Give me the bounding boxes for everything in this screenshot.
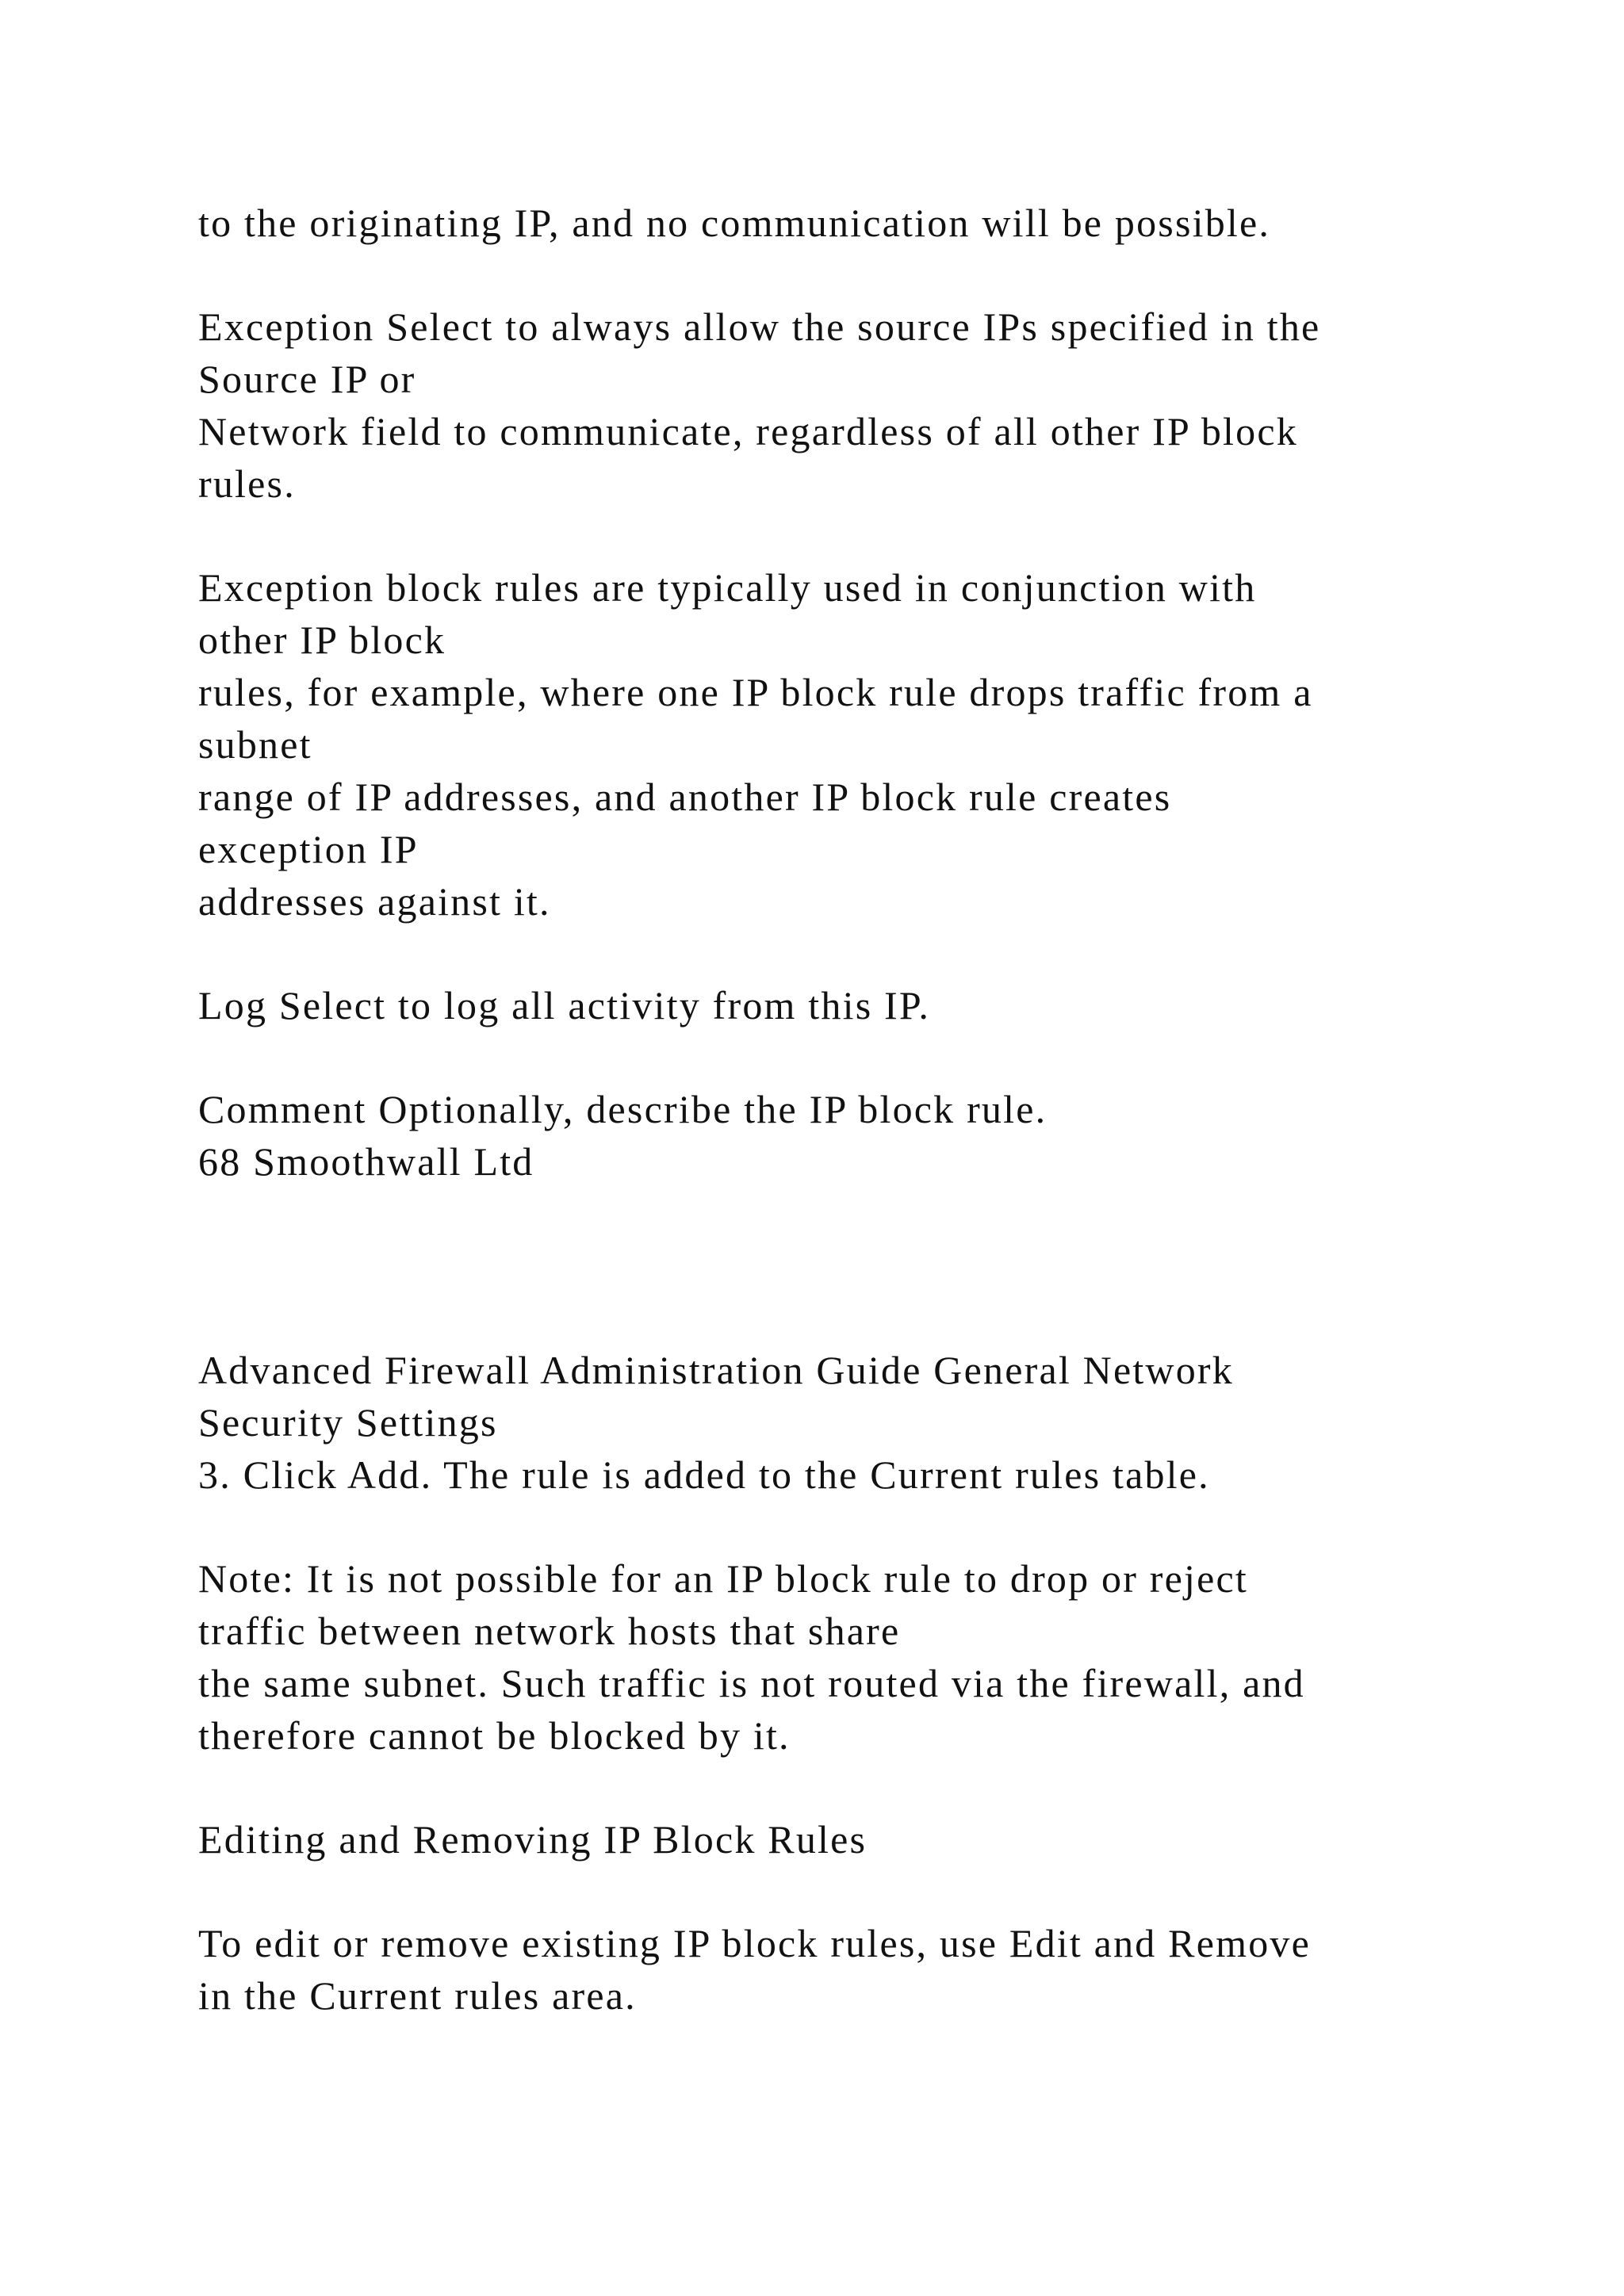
running-header: Security Settings <box>198 1400 498 1445</box>
text-line: to the originating IP, and no communication will be possible. <box>198 201 1271 245</box>
running-header: Advanced Firewall Administration Guide General Network <box>198 1348 1234 1392</box>
text-line: Exception block rules are typically used in conjunction with <box>198 565 1257 610</box>
text-line: Source IP or <box>198 357 416 401</box>
page-footer: 68 Smoothwall Ltd <box>198 1139 534 1184</box>
text-line: Comment Optionally, describe the IP block rule. <box>198 1087 1048 1131</box>
text-line: addresses against it. <box>198 879 551 924</box>
note-line: traffic between network hosts that share <box>198 1609 901 1653</box>
section-heading: Editing and Removing IP Block Rules <box>198 1817 868 1862</box>
text-line: other IP block <box>198 618 446 662</box>
text-line: Exception Select to always allow the source IPs specified in the <box>198 304 1321 349</box>
text-line: exception IP <box>198 827 419 871</box>
text-line: subnet <box>198 722 312 767</box>
text-line: To edit or remove existing IP block rules, use Edit and Remove <box>198 1921 1312 1965</box>
text-line: range of IP addresses, and another IP block rule creates <box>198 775 1172 819</box>
text-line: Log Select to log all activity from this IP. <box>198 983 931 1027</box>
note-line: the same subnet. Such traffic is not routed via the firewall, and <box>198 1661 1305 1705</box>
note-line: therefore cannot be blocked by it. <box>198 1713 791 1758</box>
text-line: rules. <box>198 461 296 506</box>
text-line: in the Current rules area. <box>198 1973 637 2018</box>
text-line: 3. Click Add. The rule is added to the Current rules table. <box>198 1452 1210 1497</box>
text-line: rules, for example, where one IP block rule drops traffic from a <box>198 670 1313 714</box>
text-line: Network field to communicate, regardless of all other IP block <box>198 409 1298 453</box>
note-line: Note: It is not possible for an IP block rule to drop or reject <box>198 1556 1248 1601</box>
